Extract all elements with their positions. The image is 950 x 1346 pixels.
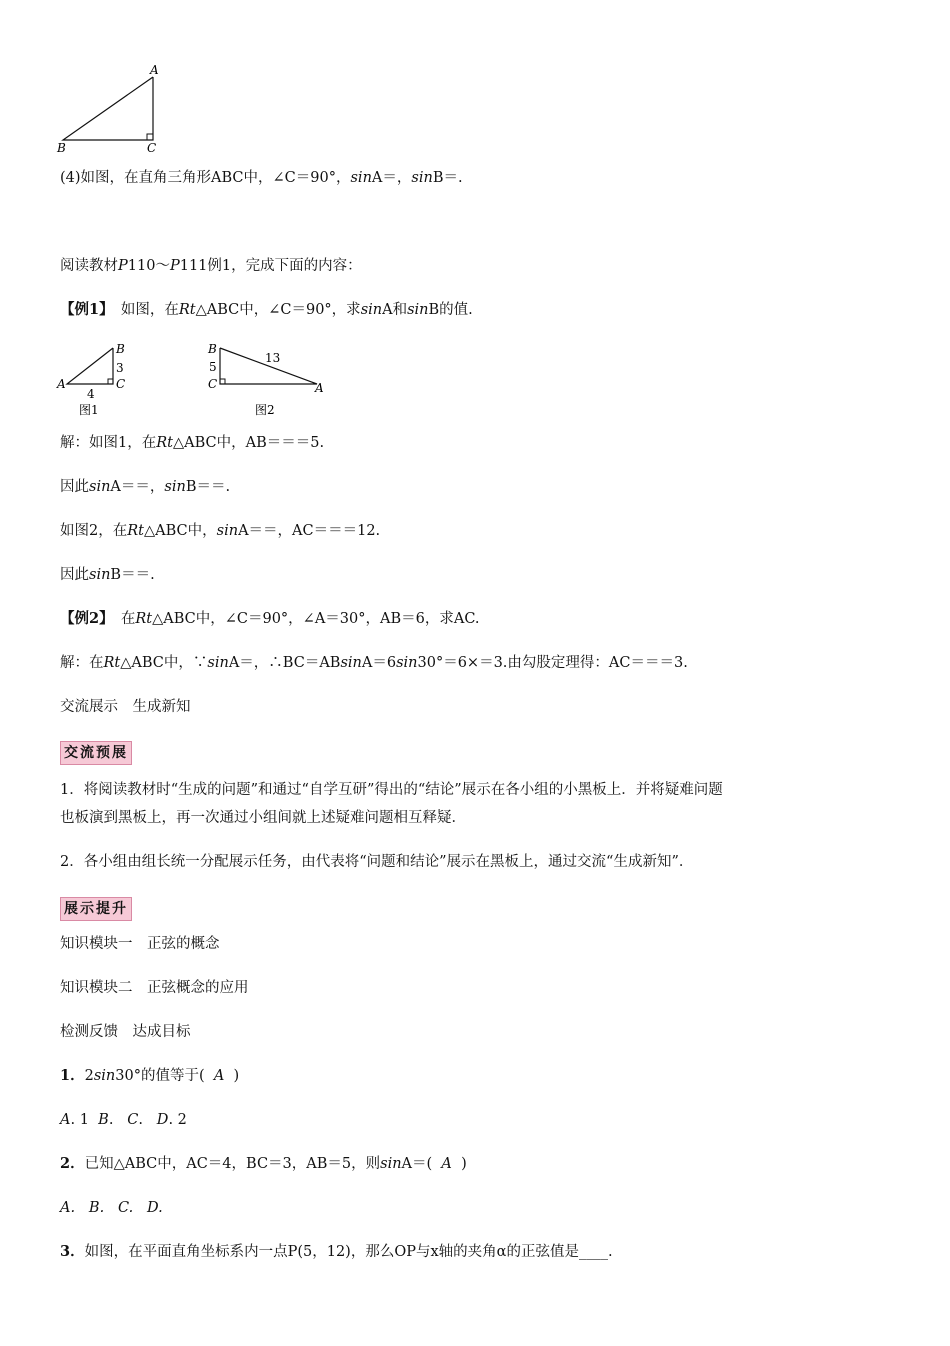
rt-label: Rt: [178, 302, 196, 318]
figure-caption: 图2: [255, 403, 275, 417]
rt-label: Rt: [135, 611, 153, 627]
sin-label: sin: [207, 655, 229, 671]
q4-text: B＝.: [432, 170, 463, 186]
triangle-outline: [63, 77, 153, 140]
question-3: [60, 1242, 613, 1262]
sol-text: A＝＝，AC＝＝＝12.: [238, 523, 381, 539]
sol-text: 因此: [60, 567, 89, 583]
rt-label: Rt: [127, 523, 144, 539]
example-2: [60, 609, 480, 629]
module-2: 知识模块二 正弦概念的应用: [60, 980, 249, 996]
item-2: 2．各小组由组长统一分配展示任务，由代表将“问题和结论”展示在黑板上，通过交流“生成新知”．: [60, 854, 694, 870]
sol-text: △ABC中，AB＝＝＝5.: [172, 435, 325, 451]
sol-text: A＝，∴BC＝AB: [228, 655, 341, 671]
feedback-heading: 检测反馈 达成目标: [60, 1024, 191, 1040]
option-c: C.: [118, 1200, 134, 1216]
sin-label: sin: [411, 170, 433, 186]
option-b-value: .: [108, 1112, 114, 1128]
option-a: A: [60, 1112, 71, 1128]
side-ab-label: 13: [265, 351, 281, 365]
answer-blank: ____: [578, 1244, 608, 1260]
question-1-options: [60, 1110, 187, 1130]
sol-text: B＝＝.: [110, 567, 155, 583]
option-d: D: [156, 1112, 169, 1128]
option-c: C: [127, 1112, 139, 1128]
q-text: 已知△ABC中，AC＝4，BC＝3，AB＝5，则: [84, 1156, 381, 1172]
sol-text: A＝6: [361, 655, 397, 671]
item-1-line-1: 1．将阅读教材时“生成的问题”和通过“自学互研”得出的“结论”展示在各小组的小黑板上．并将疑难问题: [60, 782, 723, 798]
sin-label: sin: [89, 567, 111, 583]
module-1: 知识模块一 正弦的概念: [60, 936, 220, 952]
q-text: 如图，在平面直角坐标系内一点P(5，12)，那么OP与x轴的夹角α的正弦值是: [84, 1244, 579, 1260]
sol-text: 因此: [60, 479, 89, 495]
question-number: 1．: [60, 1067, 85, 1084]
triangle-figure-top: [55, 62, 175, 157]
sol-text: △ABC中，: [143, 523, 217, 539]
reading-instruction: [60, 256, 362, 276]
q4-text: A＝，: [371, 170, 412, 186]
vertex-b-label: B: [116, 342, 125, 356]
reading-text: 110～: [127, 258, 170, 274]
sin-label: sin: [407, 302, 429, 318]
sol-text: B＝＝.: [185, 479, 231, 495]
side-bc-label: 3: [116, 361, 124, 375]
sin-label: sin: [216, 523, 239, 539]
tag-show-improve: 展示提升: [60, 897, 132, 921]
vertex-c-label: C: [208, 377, 218, 391]
ex-text: △ABC中，∠C＝90°，∠A＝30°，AB＝6，求AC.: [152, 611, 480, 627]
option-d: D.: [147, 1200, 163, 1216]
right-angle-mark: [147, 134, 153, 140]
option-a: A.: [60, 1200, 76, 1216]
sin-label: sin: [89, 479, 111, 495]
q-text: ): [461, 1156, 467, 1172]
sol-text: 解：在: [60, 655, 104, 671]
sin-label: sin: [350, 170, 372, 186]
sol-text: 如图2，在: [60, 523, 128, 539]
page-p: P: [118, 258, 128, 274]
answer: A: [441, 1156, 452, 1172]
sol-text: A＝＝，: [110, 479, 165, 495]
triangle-outline: [67, 348, 113, 384]
section-exchange-heading: 交流展示 生成新知: [60, 699, 191, 715]
q-text: 30°的值等于(: [115, 1068, 205, 1084]
sin-label: sin: [396, 655, 418, 671]
right-angle-mark: [108, 379, 113, 384]
option-c-value: .: [138, 1112, 143, 1128]
q-text: A＝(: [401, 1156, 433, 1172]
option-a-value: . 1: [70, 1112, 89, 1128]
q4-text: (4)如图，在直角三角形ABC中，∠C＝90°，: [60, 170, 351, 186]
solution-line-1: [60, 433, 324, 453]
ex-text: A和: [382, 302, 408, 318]
vertex-b-label: B: [208, 342, 217, 356]
tag-exchange-preview: 交流预展: [60, 741, 132, 765]
ex-text: 在: [106, 611, 136, 627]
vertex-a-label: A: [315, 381, 324, 395]
page-p: P: [169, 258, 180, 274]
solution-line-5: [60, 653, 688, 673]
vertex-c-label: C: [147, 141, 157, 155]
vertex-a-label: A: [57, 377, 66, 391]
ex-text: 如图，在: [106, 302, 179, 318]
sol-text: △ABC中，∵: [120, 655, 208, 671]
q-text: .: [607, 1244, 613, 1260]
reading-text: 111例1，完成下面的内容：: [179, 258, 362, 274]
question-2: [60, 1154, 467, 1174]
question-1: [60, 1066, 239, 1086]
vertex-c-label: C: [116, 377, 126, 391]
rt-label: Rt: [156, 435, 173, 451]
figure-1: [55, 340, 145, 422]
ex-text: B的值.: [428, 302, 473, 318]
figure-caption: 图1: [79, 403, 99, 417]
ex-text: △ABC中，∠C＝90°，求: [195, 302, 361, 318]
vertex-b-label: B: [57, 141, 66, 155]
answer: A: [213, 1068, 225, 1084]
question-number: 3．: [60, 1243, 85, 1260]
side-ac-label: 4: [87, 387, 95, 401]
side-bc-label: 5: [209, 360, 217, 374]
example-tag: 【例1】: [60, 301, 107, 318]
sin-label: sin: [360, 302, 383, 318]
question-4: [60, 168, 463, 188]
sol-text: 30°＝6×＝3.由勾股定理得：AC＝＝＝3.: [417, 655, 688, 671]
option-b: B: [98, 1112, 109, 1128]
solution-line-3: [60, 521, 380, 541]
option-b: B.: [88, 1200, 105, 1216]
q-text: 2: [84, 1068, 94, 1084]
solution-line-2: [60, 477, 230, 497]
item-1-line-2: 也板演到黑板上，再一次通过小组间就上述疑难问题相互释疑．: [60, 810, 466, 826]
q-text: ): [233, 1068, 240, 1084]
option-d-value: . 2: [168, 1112, 187, 1128]
solution-line-4: [60, 565, 155, 585]
question-2-options: [60, 1198, 163, 1218]
sin-label: sin: [340, 655, 362, 671]
sin-label: sin: [93, 1068, 116, 1084]
sol-text: 解：如图1，在: [60, 435, 157, 451]
figure-2: [205, 340, 335, 422]
rt-label: Rt: [103, 655, 121, 671]
example-tag: 【例2】: [60, 610, 107, 627]
sin-label: sin: [164, 479, 186, 495]
question-number: 2．: [60, 1155, 85, 1172]
reading-text: 阅读教材: [60, 258, 118, 274]
right-angle-mark: [220, 379, 225, 384]
example-1: [60, 300, 473, 320]
sin-label: sin: [380, 1156, 402, 1172]
vertex-a-label: A: [150, 63, 159, 77]
